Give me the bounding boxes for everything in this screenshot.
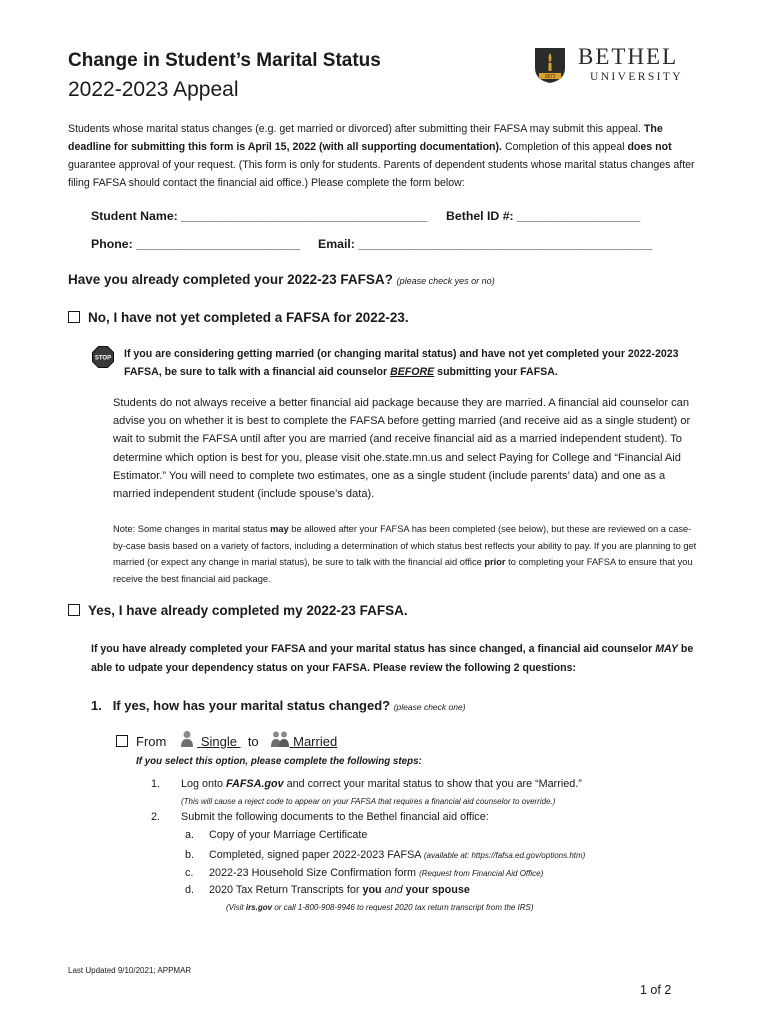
option-yes-label: Yes, I have already completed my 2022-23 FAFSA. <box>88 603 408 618</box>
page-number: 1 of 2 <box>640 983 672 997</box>
page-title: Change in Student’s Marital Status <box>68 50 381 71</box>
marriage-warning <box>124 345 704 381</box>
yes-intro-text-1: If you have already completed your FAFSA and your marital status has since changed, a financial aid counselor <box>91 643 656 655</box>
irs-note-text-1: (Visit <box>226 903 246 912</box>
yes-checkbox[interactable] <box>68 604 80 616</box>
does-not-text: does not <box>627 141 672 153</box>
fafsa-gov-text: FAFSA.gov <box>226 778 284 790</box>
logo-name: BETHEL <box>578 44 679 69</box>
doc-b-letter: b. <box>185 849 195 861</box>
note-prior: prior <box>484 557 506 567</box>
bethel-shield-icon <box>532 46 568 84</box>
single-person-icon <box>177 730 197 748</box>
step-1-text-2: and correct your marital status to show that you are “Married.” <box>283 778 582 790</box>
from-label: From <box>136 734 167 749</box>
step-1-text-1: Log onto <box>181 778 227 790</box>
last-updated: Last Updated 9/10/2021; APPMAR <box>68 966 192 975</box>
note-paragraph <box>113 521 703 587</box>
intro-text-3: guarantee approval of your request. (This form is only for students. Parents of dependent students whose marital status changes after filing FAFSA should contact the financial aid office.) Please complete the form below: <box>68 159 695 189</box>
step-2-number: 2. <box>150 811 160 823</box>
warning-text-1: If you are considering getting married (or changing marital status) and have not yet completed your 2022-2023 FAFSA, be sure to talk with a financial aid counselor <box>124 348 679 378</box>
doc-c-text: 2022-23 Household Size Confirmation form <box>209 867 420 879</box>
stop-sign-text: STOP <box>94 355 112 362</box>
advice-paragraph: Students do not always receive a better financial aid package because they are married. A financial aid counselor can advise you on whether it is best to complete the FAFSA before getting married (and receive aid as a single student) or wait to submit the FAFSA until after you are married (and receive financial aid as a married independent student). To determine which option is best for you, please visit ohe.state.mn.us and select Paying for College and “Financial Aid Estimator.” You will need to complete two estimates, one as a single student (include parents’ data) and one as a married independent student (include spouse’s data). <box>113 397 691 501</box>
doc-d-and: and <box>381 884 406 896</box>
doc-d-letter: d. <box>185 884 195 896</box>
note-text-2: be allowed after your FAFSA has been completed (see below), but these are reviewed on a case-by-case basis based on a variety of factors, including a determination of which status best reflects your ability to pay. If you are planning to get married (or expect any change in marial status), be sure to talk with the financial aid office <box>113 524 697 567</box>
note-text-3: to completing your FAFSA to ensure that you receive the best financial aid package. <box>113 557 693 584</box>
doc-b-text: Completed, signed paper 2022-2023 FAFSA <box>209 849 424 861</box>
married-label-wrap <box>270 734 338 749</box>
question-1-label: If yes, how has your marital status changed? <box>112 698 391 713</box>
intro-paragraph <box>68 120 708 192</box>
step-2-text: Submit the following documents to the Bethel financial aid office: <box>181 811 489 823</box>
option-no <box>68 310 409 325</box>
doc-a-text: Copy of your Marriage Certificate <box>209 829 368 841</box>
single-label: Single <box>200 734 237 749</box>
yes-intro-paragraph <box>91 640 711 677</box>
fafsa-question-label: Have you already completed your 2022-23 FAFSA? <box>68 272 393 287</box>
bethel-logo <box>532 46 692 86</box>
question-1-hint: (please check one) <box>393 702 466 712</box>
option-no-label: No, I have not yet completed a FAFSA for 2022-23. <box>88 310 409 325</box>
logo-subtitle: UNIVERSITY <box>590 71 683 83</box>
irs-note-text-2: or call 1-800-908-9946 to request 2020 tax return transcript from the IRS) <box>272 903 534 912</box>
fafsa-question <box>68 272 495 287</box>
warning-text-2: submitting your FAFSA. <box>434 366 558 378</box>
logo-year: 1871 <box>544 74 556 80</box>
doc-a-letter: a. <box>185 829 195 841</box>
doc-b <box>185 849 586 861</box>
step-1 <box>140 778 700 790</box>
note-may: may <box>270 524 289 534</box>
yes-intro-may: MAY <box>655 643 678 655</box>
bethel-id-field[interactable]: Bethel ID #: __________________ <box>446 209 641 223</box>
irs-gov-text: irs.gov <box>245 903 273 912</box>
to-label: to <box>247 734 259 749</box>
email-field[interactable]: Email: ___________________________________________ <box>318 237 653 251</box>
intro-text-1: Students whose marital status changes (e.g. get married or divorced) after submitting their FAFSA may submit this appeal. <box>68 123 641 135</box>
fafsa-question-hint: (please check yes or no) <box>396 276 495 286</box>
question-1-number: 1. <box>91 698 102 713</box>
doc-c <box>185 867 544 879</box>
intro-text-2: Completion of this appeal <box>502 141 625 153</box>
doc-d-text-1: 2020 Tax Return Transcripts for <box>209 884 363 896</box>
yes-intro-text-2: be able to udpate your dependency status on your FAFSA. Please review the following 2 questions: <box>91 643 694 674</box>
doc-c-letter: c. <box>185 867 194 879</box>
step-2 <box>140 811 700 823</box>
deadline-text: The deadline for submitting this form is April 15, 2022 (with all supporting documentation). <box>68 123 663 153</box>
doc-c-note: (Request from Financial Aid Office) <box>419 869 544 878</box>
married-couple-icon <box>270 730 290 748</box>
stop-sign-icon <box>92 346 114 368</box>
question-1 <box>91 698 466 713</box>
steps-instruction: If you select this option, please complete the following steps: <box>136 756 422 767</box>
page-subtitle: 2022-2023 Appeal <box>68 78 239 101</box>
warning-before: BEFORE <box>390 366 435 378</box>
student-name-field[interactable]: Student Name: ____________________________________ <box>91 209 428 223</box>
single-to-married-option <box>116 730 337 754</box>
doc-a <box>185 829 368 841</box>
doc-d <box>185 884 470 896</box>
no-checkbox[interactable] <box>68 311 80 323</box>
step-1-number: 1. <box>150 778 160 790</box>
step-1-note: (This will cause a reject code to appear on your FAFSA that requires a financial aid counselor to override.) <box>181 797 556 806</box>
single-label-wrap <box>177 734 240 749</box>
doc-d-spouse: your spouse <box>405 884 470 896</box>
note-text-1: Note: Some changes in marital status <box>113 524 271 534</box>
doc-b-note: (available at: https://fafsa.ed.gov/options.htm) <box>423 851 586 860</box>
single-to-married-checkbox[interactable] <box>116 735 128 747</box>
doc-d-you: you <box>362 884 382 896</box>
irs-note <box>226 903 534 912</box>
option-yes <box>68 603 408 618</box>
married-label: Married <box>293 734 338 749</box>
phone-field[interactable]: Phone: ________________________ <box>91 237 301 251</box>
